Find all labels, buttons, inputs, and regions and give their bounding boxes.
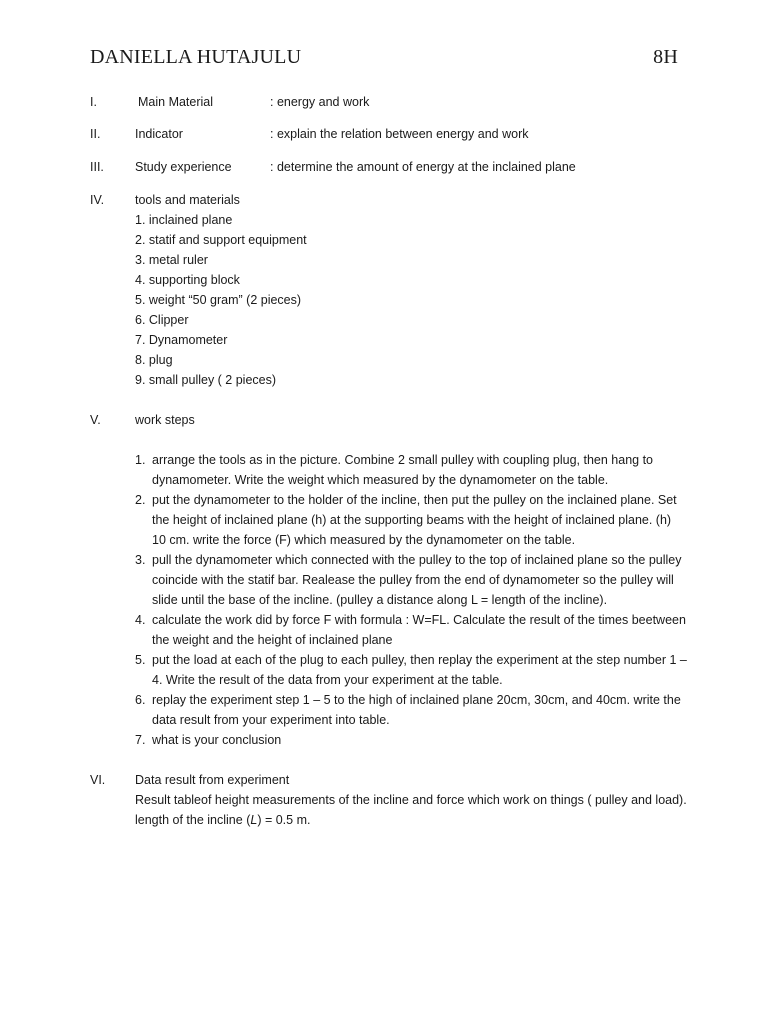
step-number: 2. [135, 493, 146, 507]
class-label: 8H [653, 46, 678, 68]
step-text: pull the dynamometer which connected with the pulley to the top of inclained plane so the pulley coincide with the statif bar. Realease the pulley from the end of dynamometer so the pulley will slide until the base of the incline. (pulley a distance along L = length of the incline). [152, 553, 682, 607]
result-table-description: Result tableof height measurements of the incline and force which work on things ( pulley and load). [135, 793, 687, 807]
section-label: Indicator [135, 127, 183, 141]
section-label: Main Material [138, 95, 214, 109]
roman-numeral: II. [90, 127, 101, 141]
roman-numeral: I. [90, 95, 97, 109]
step-number: 6. [135, 693, 146, 707]
roman-numeral: III. [90, 160, 104, 174]
step-number: 4. [135, 613, 146, 627]
list-item: 7. Dynamometer [135, 333, 228, 347]
list-item: 2. statif and support equipment [135, 233, 307, 247]
list-item: 8. plug [135, 353, 173, 367]
section-tools-and-materials [90, 190, 688, 390]
list-item [135, 650, 688, 690]
list-item: 1. inclained plane [135, 213, 233, 227]
section-main-material [90, 95, 688, 109]
student-name: DANIELLA HUTAJULU [90, 46, 302, 68]
step-number: 7. [135, 733, 146, 747]
list-item [135, 490, 688, 550]
step-text: put the dynamometer to the holder of the incline, then put the pulley on the inclained plane. Set the height of inclained plane (h) at the supporting beams with the height of inclained plane. (h) 10 cm. write the force (F) which measured by the dynamometer on the table. [152, 493, 677, 547]
section-label: work steps [135, 413, 195, 427]
step-number: 5. [135, 653, 146, 667]
section-indicator [90, 127, 688, 141]
work-steps-list [135, 450, 688, 750]
incline-length-variable: L [250, 813, 258, 827]
incline-length-prefix: length of the incline ( [135, 813, 251, 827]
step-number: 3. [135, 553, 146, 567]
list-item: 4. supporting block [135, 273, 240, 287]
list-item: 3. metal ruler [135, 253, 208, 267]
step-text: put the load at each of the plug to each pulley, then replay the experiment at the step number 1 – 4. Write the result of the data from your experiment at the table. [152, 653, 687, 687]
step-text: calculate the work did by force F with formula : W=FL. Calculate the result of the times beetween the weight and the height of inclained plane [152, 613, 686, 647]
list-item: 5. weight “50 gram” (2 pieces) [135, 293, 302, 307]
section-value: : explain the relation between energy and work [270, 127, 529, 141]
list-item: 9. small pulley ( 2 pieces) [135, 373, 277, 387]
list-item [135, 450, 688, 490]
section-study-experience [90, 160, 688, 174]
roman-numeral: V. [90, 413, 101, 427]
document-header [90, 46, 678, 69]
incline-length [135, 810, 688, 830]
list-item [135, 610, 688, 650]
step-text: arrange the tools as in the picture. Combine 2 small pulley with coupling plug, then hang to dynamometer. Write the weight which measured by the dynamometer on the table. [152, 453, 653, 487]
list-item [135, 550, 688, 610]
roman-numeral: IV. [90, 193, 105, 207]
roman-numeral: VI. [90, 773, 106, 787]
section-label: tools and materials [135, 193, 240, 207]
list-item [135, 730, 688, 750]
section-data-result [90, 770, 688, 830]
section-value: : energy and work [270, 95, 370, 109]
step-number: 1. [135, 453, 146, 467]
section-label: Study experience [135, 160, 232, 174]
incline-length-suffix: ) = 0.5 m. [257, 813, 311, 827]
section-value: : determine the amount of energy at the inclained plane [270, 160, 576, 174]
section-work-steps [90, 410, 688, 430]
list-item [135, 690, 688, 730]
section-label: Data result from experiment [135, 773, 290, 787]
step-text: what is your conclusion [152, 733, 282, 747]
list-item: 6. Clipper [135, 313, 189, 327]
step-text: replay the experiment step 1 – 5 to the high of inclained plane 20cm, 30cm, and 40cm. write the data result from your experiment into table. [152, 693, 681, 727]
tools-list [90, 210, 688, 390]
